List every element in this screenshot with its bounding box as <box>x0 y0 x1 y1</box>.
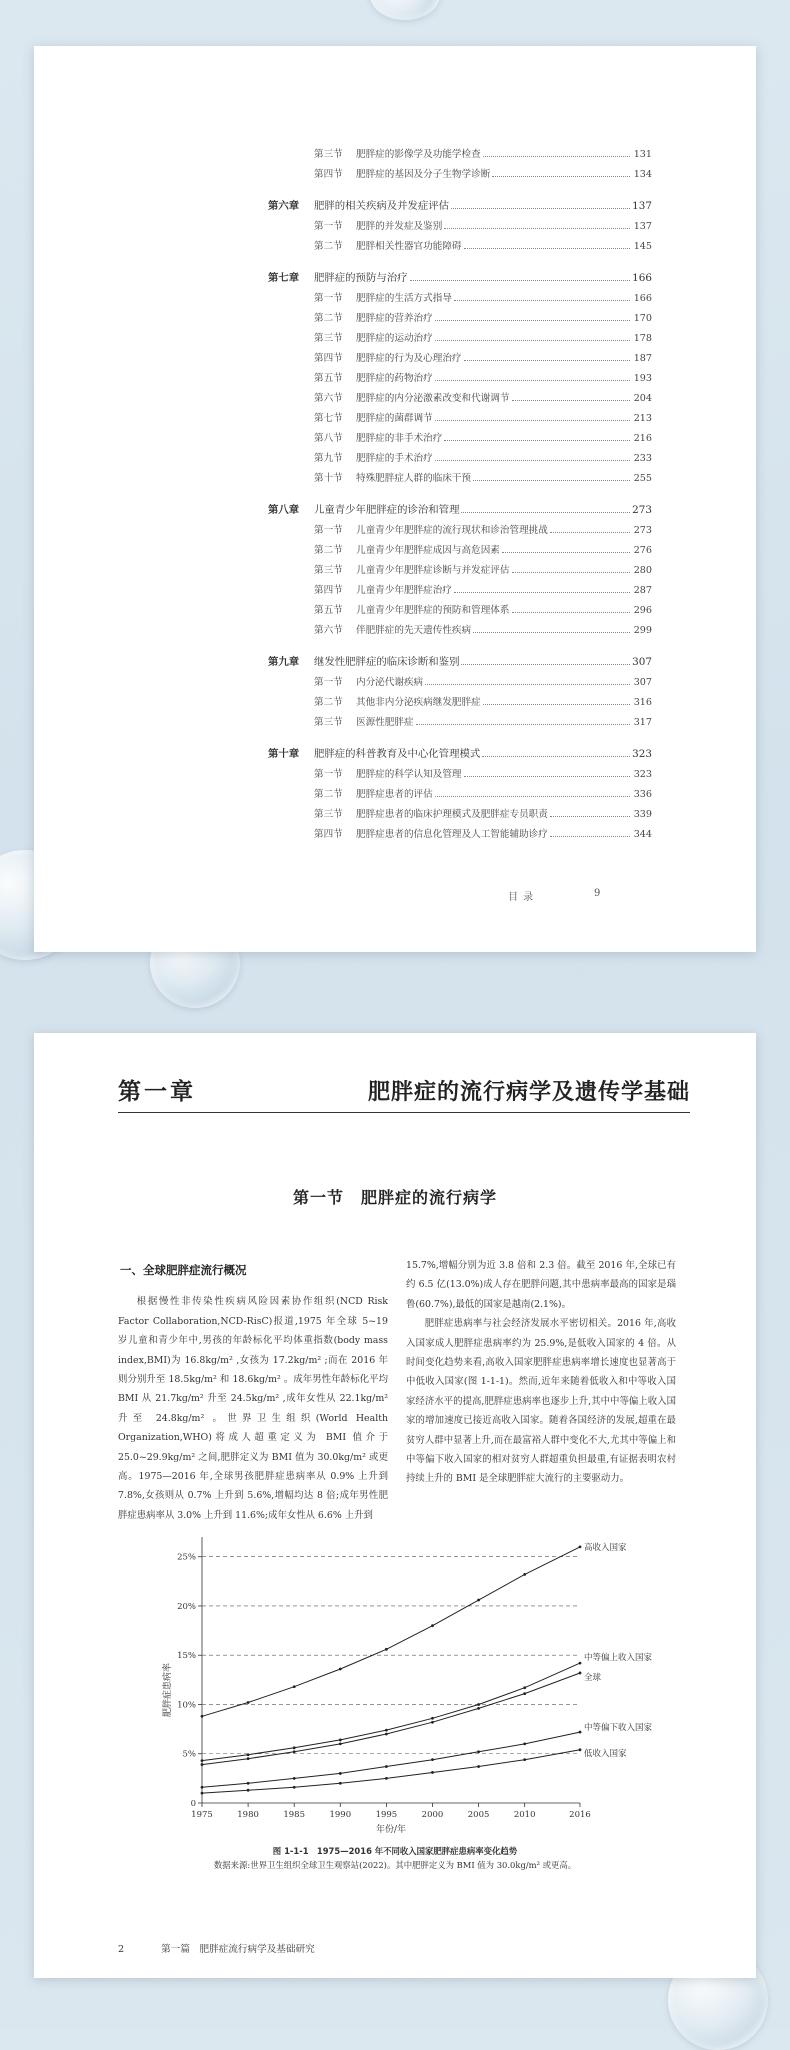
data-point <box>385 1733 388 1736</box>
toc-section-entry <box>268 212 652 232</box>
data-point <box>579 1748 582 1751</box>
data-point <box>523 1692 526 1695</box>
toc-entry-label: 第十章 <box>268 748 300 760</box>
toc-section-entry <box>268 284 652 304</box>
x-tick-label: 2005 <box>467 1810 490 1820</box>
data-point <box>523 1742 526 1745</box>
toc-entry-label: 第五节 <box>314 373 343 384</box>
toc-entry-title: 内分泌代谢疾病 <box>356 677 424 688</box>
toc-leader-dots <box>550 816 630 817</box>
toc-leader-dots <box>425 684 630 685</box>
toc-entry-label: 第四节 <box>314 169 343 180</box>
toc-section-entry <box>268 160 652 180</box>
x-tick-label: 2000 <box>421 1810 444 1820</box>
x-axis-label: 年份/年 <box>375 1825 407 1835</box>
series-label: 高收入国家 <box>584 1542 627 1553</box>
data-point <box>431 1758 434 1761</box>
data-point <box>247 1782 250 1785</box>
toc-entry-page: 166 <box>633 293 652 304</box>
toc-entry-title: 肥胖症的行为及心理治疗 <box>356 353 462 364</box>
toc-entry-label: 第二节 <box>314 545 343 556</box>
toc-entry-title: 肥胖症的非手术治疗 <box>356 433 443 444</box>
data-point <box>339 1668 342 1671</box>
toc-entry-label: 第八节 <box>314 433 343 444</box>
toc-leader-dots <box>512 400 631 401</box>
page-folio <box>508 888 602 903</box>
data-point <box>339 1782 342 1785</box>
toc-leader-dots <box>482 756 630 757</box>
toc-entry-page: 299 <box>633 625 652 636</box>
toc-leader-dots <box>454 300 630 301</box>
x-tick-label: 1985 <box>283 1810 306 1820</box>
data-point <box>385 1648 388 1651</box>
toc-section-entry <box>268 304 652 324</box>
data-point <box>247 1701 250 1704</box>
data-point <box>293 1750 296 1753</box>
body-paragraph: 15.7%,增幅分别为近 3.8 倍和 2.3 倍。截至 2016 年,全球已有约 6.5 亿(13.0%)成人存在肥胖问题,其中患病率最高的国家是瑙鲁(60.7%),最低的国家是越南(2.1%)。 <box>406 1260 676 1310</box>
toc-entry-label: 第二节 <box>314 697 343 708</box>
toc-entry-label: 第九章 <box>268 656 300 668</box>
toc-entry-page: 170 <box>633 313 652 324</box>
toc-section-entry <box>268 324 652 344</box>
toc-entry-page: 273 <box>633 525 652 536</box>
toc-entry-page: 339 <box>633 809 652 820</box>
toc-entry-page: 255 <box>633 473 652 484</box>
toc-entry-page: 145 <box>633 241 652 252</box>
toc-leader-dots <box>512 612 631 613</box>
toc-leader-dots <box>550 836 630 837</box>
toc-leader-dots <box>435 380 630 381</box>
data-point <box>247 1753 250 1756</box>
y-tick-label: 15% <box>177 1651 196 1662</box>
toc-entry-title: 肥胖症的影像学及功能学检查 <box>356 149 481 160</box>
series-line <box>202 1673 580 1765</box>
toc-leader-dots <box>483 156 630 157</box>
toc-page <box>34 46 756 952</box>
toc-entry-title: 特殊肥胖症人群的临床干预 <box>356 473 472 484</box>
toc-entry-label: 第二节 <box>314 241 343 252</box>
toc-entry-title: 肥胖的相关疾病及并发症评估 <box>314 200 450 212</box>
toc-entry-page: 166 <box>632 272 652 284</box>
toc-entry-title: 肥胖症患者的评估 <box>356 789 433 800</box>
toc-entry-page: 178 <box>633 333 652 344</box>
toc-entry-page: 296 <box>633 605 652 616</box>
toc-entry-page: 137 <box>632 200 652 212</box>
data-point <box>477 1703 480 1706</box>
data-point <box>477 1765 480 1768</box>
data-point <box>523 1686 526 1689</box>
toc-section-entry <box>268 232 652 252</box>
toc-entry-label: 第三节 <box>314 717 343 728</box>
body-paragraph: 根据慢性非传染性疾病风险因素协作组织(NCD Risk Factor Collaboration,NCD-RisC)报道,1975 年全球 5~19 岁儿童和青少年中,男孩的年龄标化平均体重指数(body mass index,BMI)为 16.8kg/m² ,女孩为 17.2kg/m² ;而在 2016 年则分别升至 18.5kg/m² 和 18.6kg/m² 。成年男性年龄标化平均 BMI 从 21.7kg/m² 升至 24.5kg/m² ,成年女性从 22.1kg/m² 升至 24.8kg/m² 。世界卫生组织(World Health Organization,WHO)将成人超重定义为 BMI 值介于 25.0~29.9kg/m² 之间,肥胖定义为 BMI 值为 30.0kg/m² 或更高。1975—2016 年,全球男孩肥胖症患病率从 0.9% 上升到 7.8%,女孩则从 0.7% 上升到 5.6%,增幅均达 8 倍;成年男性肥胖症患病率从 3.0% 上升到 11.6%;成年女性从 6.6% 上升到 <box>118 1296 388 1521</box>
toc-entry-page: 213 <box>633 413 652 424</box>
toc-entry-title: 儿童青少年肥胖症的预防和管理体系 <box>356 605 510 616</box>
data-point <box>477 1599 480 1602</box>
toc-entry-label: 第七章 <box>268 272 300 284</box>
toc-entry-page: 287 <box>633 585 652 596</box>
toc-leader-dots <box>464 776 630 777</box>
data-point <box>431 1717 434 1720</box>
toc-entry-title: 肥胖症的营养治疗 <box>356 313 433 324</box>
toc-entry-page: 131 <box>633 149 652 160</box>
subheading: 一、全球肥胖症流行概况 <box>120 1263 247 1277</box>
toc-chapter-entry <box>268 647 652 668</box>
toc-entry-page: 134 <box>633 169 652 180</box>
toc-entry-label: 第一节 <box>314 293 343 304</box>
toc-entry-label: 第四节 <box>314 585 343 596</box>
data-point <box>293 1746 296 1749</box>
toc-leader-dots <box>473 632 630 633</box>
body-paragraph: 肥胖症患病率与社会经济发展水平密切相关。2016 年,高收入国家成人肥胖症患病率约为 25.9%,是低收入国家的 4 倍。从时间变化趋势来看,高收入国家肥胖症患病率增长速度也显著高于中低收入国家(图 1-1-1)。然而,近年来随着低收入和中等收入国家经济水平的提高,肥胖症患病率也逐步上升,其中中等偏上收入国家的增加速度已接近高收入国家。随着各国经济的发展,超重在最贫穷人群中显著上升,而在最富裕人群中变化不大,尤其中等偏上和中等偏下收入国家的相对贫穷人群超重负担最重,有证据表明农村持续上升的 BMI 是全球肥胖症大流行的主要驱动力。 <box>406 1318 676 1485</box>
toc-leader-dots <box>464 360 630 361</box>
footer-part-title: 第一篇 肥胖症流行病学及基础研究 <box>161 1944 315 1955</box>
toc-section-entry <box>268 424 652 444</box>
data-point <box>579 1731 582 1734</box>
figure-source: 数据来源:世界卫生组织全球卫生观察站(2022)。其中肥胖定义为 BMI 值为 30.0kg/m² 或更高。 <box>213 1860 577 1870</box>
data-point <box>247 1757 250 1760</box>
x-tick-label: 1995 <box>375 1810 398 1820</box>
data-point <box>201 1715 204 1718</box>
page-footer <box>118 1941 315 1955</box>
toc-entry-label: 第一节 <box>314 221 343 232</box>
series-label: 中等偏上收入国家 <box>584 1653 653 1664</box>
toc-section-entry <box>268 668 652 688</box>
toc-entry-label: 第三节 <box>314 809 343 820</box>
data-point <box>201 1786 204 1789</box>
toc-section-entry <box>268 576 652 596</box>
x-tick-label: 2010 <box>513 1810 536 1820</box>
toc-entry-label: 第六节 <box>314 393 343 404</box>
folio-label: 目 录 <box>508 892 535 903</box>
toc-entry-title: 肥胖的并发症及鉴别 <box>356 221 443 232</box>
toc-entry-page: 216 <box>633 433 652 444</box>
toc-section-entry <box>268 596 652 616</box>
toc-entry-title: 肥胖症的药物治疗 <box>356 373 433 384</box>
toc-entry-page: 193 <box>633 373 652 384</box>
toc-section-entry <box>268 780 652 800</box>
toc-leader-dots <box>464 248 630 249</box>
toc-section-entry <box>268 800 652 820</box>
toc-leader-dots <box>444 440 630 441</box>
toc-entry-label: 第八章 <box>268 504 300 516</box>
footer-page-number: 2 <box>118 1944 125 1955</box>
toc-leader-dots <box>435 340 630 341</box>
toc-section-entry <box>268 344 652 364</box>
toc-entry-page: 204 <box>633 393 652 404</box>
toc-entry-title: 肥胖症的生活方式指导 <box>356 293 452 304</box>
data-point <box>579 1672 582 1675</box>
toc-leader-dots <box>435 420 630 421</box>
toc-leader-dots <box>483 704 630 705</box>
toc-entry-title: 儿童青少年肥胖症成因与高危因素 <box>356 545 500 556</box>
toc-leader-dots <box>512 572 631 573</box>
toc-leader-dots <box>435 320 630 321</box>
toc-entry-title: 伴肥胖症的先天遗传性疾病 <box>356 625 472 636</box>
toc-entry-label: 第五节 <box>314 605 343 616</box>
data-point <box>385 1729 388 1732</box>
toc-leader-dots <box>451 208 630 209</box>
series-line <box>202 1750 580 1793</box>
data-point <box>247 1789 250 1792</box>
toc-entry-title: 肥胖症的内分泌激素改变和代谢调节 <box>356 393 510 404</box>
water-drop <box>370 0 440 20</box>
toc-entry-title: 肥胖症的基因及分子生物学诊断 <box>356 169 491 180</box>
data-point <box>293 1777 296 1780</box>
prevalence-line-chart <box>110 1533 653 1838</box>
toc-section-entry <box>268 464 652 484</box>
x-tick-label: 1975 <box>191 1810 213 1820</box>
toc-entry-page: 137 <box>633 221 652 232</box>
toc-section-entry <box>268 708 652 728</box>
toc-entry-label: 第二节 <box>314 313 343 324</box>
toc-leader-dots <box>444 228 630 229</box>
toc-entry-label: 第三节 <box>314 565 343 576</box>
right-column <box>406 1256 676 1489</box>
toc-entry-page: 344 <box>633 829 652 840</box>
data-point <box>339 1739 342 1742</box>
toc-section-entry <box>268 404 652 424</box>
toc-leader-dots <box>502 552 630 553</box>
toc-leader-dots <box>550 532 630 533</box>
section-title: 第一节 肥胖症的流行病学 <box>292 1188 497 1207</box>
data-point <box>201 1759 204 1762</box>
toc-entry-label: 第二节 <box>314 789 343 800</box>
toc-entry-title: 肥胖症患者的信息化管理及人工智能辅助诊疗 <box>356 829 548 840</box>
toc-entry-page: 307 <box>633 677 652 688</box>
data-point <box>431 1624 434 1627</box>
toc-leader-dots <box>461 512 630 513</box>
toc-entry-title: 儿童青少年肥胖症的流行现状和诊治管理挑战 <box>356 525 548 536</box>
data-point <box>201 1792 204 1795</box>
toc-entry-title: 儿童青少年肥胖症的诊治和管理 <box>314 504 460 516</box>
figure-caption: 图 1-1-1 1975—2016 年不同收入国家肥胖症患病率变化趋势 <box>272 1846 518 1856</box>
data-point <box>579 1545 582 1548</box>
toc-section-entry <box>268 688 652 708</box>
data-point <box>477 1707 480 1710</box>
toc-entry-label: 第七节 <box>314 413 343 424</box>
chapter-title: 肥胖症的流行病学及遗传学基础 <box>367 1079 690 1105</box>
data-point <box>339 1742 342 1745</box>
toc-entry-title: 肥胖症的预防与治疗 <box>314 272 408 284</box>
toc-section-entry <box>268 820 652 840</box>
y-tick-label: 25% <box>177 1552 196 1563</box>
toc-entry-title: 继发性肥胖症的临床诊断和鉴别 <box>314 656 460 668</box>
toc-entry-page: 323 <box>633 769 652 780</box>
data-point <box>201 1763 204 1766</box>
y-tick-label: 10% <box>177 1700 196 1711</box>
toc-section-entry <box>268 364 652 384</box>
toc-entry-page: 307 <box>632 656 652 668</box>
data-point <box>477 1750 480 1753</box>
data-point <box>431 1771 434 1774</box>
toc-entry-page: 323 <box>632 748 652 760</box>
toc-leader-dots <box>461 664 630 665</box>
toc-chapter-entry <box>268 191 652 212</box>
data-point <box>339 1772 342 1775</box>
toc-entry-label: 第九节 <box>314 453 343 464</box>
toc-entry-title: 医源性肥胖症 <box>356 717 414 728</box>
toc-section-entry <box>268 140 652 160</box>
series-label: 中等偏下收入国家 <box>584 1723 653 1734</box>
series-label: 低收入国家 <box>584 1748 627 1759</box>
toc-entry-label: 第十节 <box>314 473 343 484</box>
toc-entry-title: 肥胖症的科普教育及中心化管理模式 <box>314 748 481 760</box>
toc-entry-title: 儿童青少年肥胖症诊断与并发症评估 <box>356 565 510 576</box>
toc-entry-page: 276 <box>633 545 652 556</box>
toc-section-entry <box>268 444 652 464</box>
toc-entry-title: 肥胖症的科学认知及管理 <box>356 769 462 780</box>
y-axis-label: 肥胖症患病率 <box>163 1662 173 1718</box>
toc-entry-page: 336 <box>633 789 652 800</box>
toc-entry-title: 肥胖相关性器官功能障碍 <box>356 241 462 252</box>
toc-chapter-entry <box>268 739 652 760</box>
toc-entry-title: 肥胖症的运动治疗 <box>356 333 433 344</box>
folio-page-number: 9 <box>594 888 602 899</box>
toc-entry-label: 第三节 <box>314 333 343 344</box>
data-point <box>523 1573 526 1576</box>
toc-entry-page: 317 <box>633 717 652 728</box>
toc-entry-label: 第一节 <box>314 525 343 536</box>
toc-entry-label: 第三节 <box>314 149 343 160</box>
toc-entry-title: 肥胖症的菌群调节 <box>356 413 433 424</box>
toc-leader-dots <box>473 480 630 481</box>
toc-section-entry <box>268 516 652 536</box>
toc-section-entry <box>268 536 652 556</box>
chapter-number: 第一章 <box>118 1078 196 1105</box>
y-tick-label: 0 <box>190 1799 196 1809</box>
toc-chapter-entry <box>268 495 652 516</box>
data-point <box>293 1685 296 1688</box>
chapter-header <box>118 1075 690 1113</box>
data-point <box>385 1765 388 1768</box>
x-tick-label: 1980 <box>237 1810 259 1820</box>
data-point <box>293 1786 296 1789</box>
x-tick-label: 1990 <box>329 1810 352 1820</box>
toc-leader-dots <box>416 724 630 725</box>
table-of-contents <box>268 140 652 840</box>
y-tick-label: 5% <box>182 1749 196 1760</box>
toc-entry-page: 280 <box>633 565 652 576</box>
data-point <box>523 1758 526 1761</box>
x-tick-label: 2016 <box>569 1810 591 1820</box>
toc-section-entry <box>268 760 652 780</box>
toc-entry-page: 316 <box>633 697 652 708</box>
toc-entry-label: 第四节 <box>314 353 343 364</box>
data-point <box>431 1721 434 1724</box>
chapter-page <box>34 1033 756 1978</box>
toc-entry-title: 肥胖症患者的临床护理模式及肥胖症专员职责 <box>356 809 548 820</box>
series-line <box>202 1663 580 1761</box>
toc-leader-dots <box>435 460 630 461</box>
toc-leader-dots <box>435 796 630 797</box>
toc-entry-label: 第六节 <box>314 625 343 636</box>
toc-entry-label: 第四节 <box>314 829 343 840</box>
toc-chapter-entry <box>268 263 652 284</box>
series-line <box>202 1547 580 1716</box>
toc-entry-page: 273 <box>632 504 652 516</box>
toc-entry-label: 第一节 <box>314 677 343 688</box>
toc-leader-dots <box>410 280 630 281</box>
toc-entry-title: 肥胖症的手术治疗 <box>356 453 433 464</box>
left-column <box>118 1261 388 1525</box>
y-tick-label: 20% <box>177 1601 196 1612</box>
toc-section-entry <box>268 616 652 636</box>
toc-entry-title: 其他非内分泌疾病继发肥胖症 <box>356 697 481 708</box>
toc-entry-label: 第六章 <box>268 200 300 212</box>
toc-section-entry <box>268 384 652 404</box>
toc-section-entry <box>268 556 652 576</box>
toc-leader-dots <box>492 176 630 177</box>
data-point <box>579 1662 582 1665</box>
toc-entry-page: 187 <box>633 353 652 364</box>
toc-entry-label: 第一节 <box>314 769 343 780</box>
toc-entry-title: 儿童青少年肥胖症治疗 <box>356 585 452 596</box>
data-point <box>385 1777 388 1780</box>
toc-entry-page: 233 <box>633 453 652 464</box>
series-label: 全球 <box>584 1672 602 1683</box>
toc-leader-dots <box>454 592 630 593</box>
